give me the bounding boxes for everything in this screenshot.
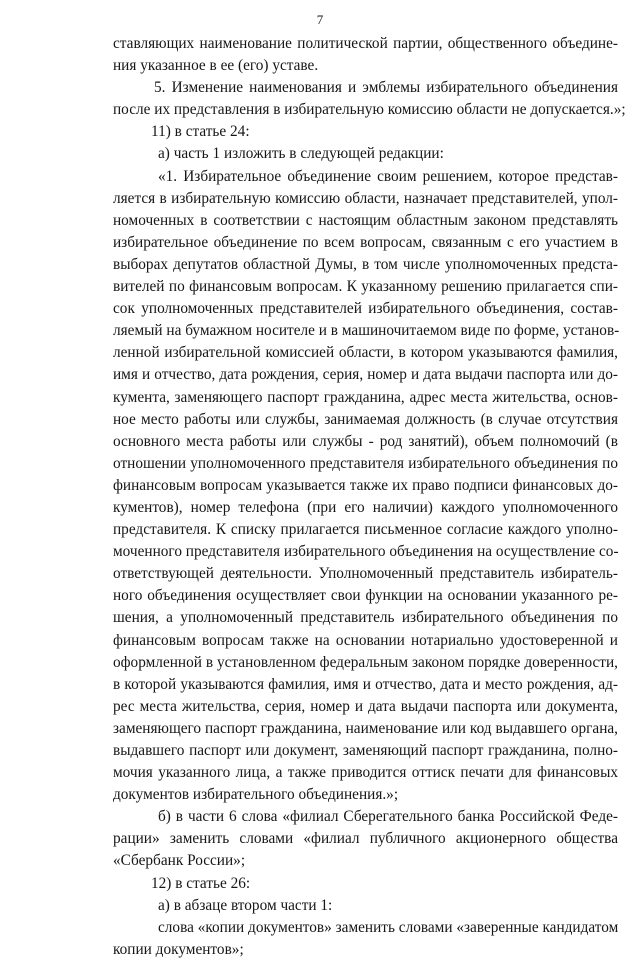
text-line: рес места жительства, серия, номер и дата выдачи паспорта или документа, <box>113 697 618 715</box>
text-line: имя и отчество, дата рождения, серия, номер и дата выдачи паспорта или до- <box>113 366 618 384</box>
text-line: номоченных в соответствии с настоящим областным законом представлять <box>113 211 618 229</box>
text-line: оформленной в установленном федеральным законом порядке доверенности, <box>113 653 618 671</box>
text-line: представителя. К списку прилагается письменное согласие каждого уполно- <box>113 521 618 539</box>
text-line: 11) в статье 24: <box>151 123 250 141</box>
text-line: заменяющего паспорт гражданина, наименование или код выдавшего органа, <box>113 719 618 737</box>
text-line: мочия указанного лица, а также приводится оттиск печати для финансовых <box>113 764 618 782</box>
text-line: б) в части 6 слова «филиал Сберегательного банка Российской Феде- <box>158 808 618 826</box>
text-line: вителей по финансовым вопросам. К указанному решению прилагается спи- <box>113 278 618 296</box>
text-line: ния указанное в ее (его) уставе. <box>113 57 319 75</box>
text-line: сок уполномоченных представителей избирательного объединения, состав- <box>113 300 618 318</box>
text-line: отношении уполномоченного представителя избирательного объединения по <box>113 454 618 472</box>
text-line: после их представления в избирательную комиссию области не допускается.»; <box>113 101 626 119</box>
text-line: финансовым вопросам указывается также их право подписи финансовых до- <box>113 476 618 494</box>
text-line: ляемый на бумажном носителе и в машиночитаемом виде по форме, установ- <box>113 322 620 340</box>
text-line: а) часть 1 изложить в следующей редакции: <box>158 145 444 163</box>
text-line: документов избирательного объединения.»; <box>113 786 399 804</box>
text-line: в которой указываются фамилия, имя и отчество, дата и место рождения, ад- <box>113 675 618 693</box>
text-line: а) в абзаце втором части 1: <box>158 896 333 914</box>
text-line: финансовым вопросам также на основании нотариально удостоверенной и <box>113 631 618 649</box>
text-line: кумента, заменяющего паспорт гражданина, адрес места жительства, основ- <box>113 388 618 406</box>
text-line: шения, а уполномоченный представитель избирательного объединения по <box>113 609 618 627</box>
text-line: ляется в избирательную комиссию области, назначает представителей, упол- <box>113 189 618 207</box>
text-line: ответствующей деятельности. Уполномоченный представитель избиратель- <box>113 565 618 583</box>
text-line: ленной избирательной комиссией области, в котором указываются фамилия, <box>113 344 618 362</box>
text-line: копии документов»; <box>113 940 244 958</box>
document-body <box>113 33 626 961</box>
text-line: моченного представителя избирательного объединения на осуществление со- <box>113 543 619 561</box>
text-line: ного объединения осуществляет свои функции на основании указанного ре- <box>113 587 618 605</box>
text-line: «Сбербанк России»; <box>113 852 246 870</box>
text-line: «1. Избирательное объединение своим решением, которое представ- <box>158 167 618 185</box>
text-line: избирательное объединение по всем вопросам, связанным с его участием в <box>113 233 618 251</box>
page-number: 7 <box>316 12 324 27</box>
text-line: 12) в статье 26: <box>151 874 251 892</box>
text-line: ставляющих наименование политической партии, общественного объедине- <box>113 35 618 52</box>
text-line: основного места работы или службы - род занятий), объем полномочий (в <box>113 432 618 450</box>
text-line: кументов), номер телефона (при его наличии) каждого уполномоченного <box>113 498 618 516</box>
text-line: выборах депутатов областной Думы, в том числе уполномоченных предста- <box>113 255 618 273</box>
text-line: ное место работы или службы, занимаемая должность (в случае отсутствия <box>113 410 618 428</box>
text-line: рации» заменить словами «филиал публичного акционерного общества <box>113 830 618 848</box>
text-line: выдавшего паспорт или документ, заменяющий паспорт гражданина, полно- <box>113 742 618 759</box>
text-line: слова «копии документов» заменить словами «заверенные кандидатом <box>158 918 619 936</box>
text-line: 5. Изменение наименования и эмблемы избирательного объединения <box>154 79 618 97</box>
